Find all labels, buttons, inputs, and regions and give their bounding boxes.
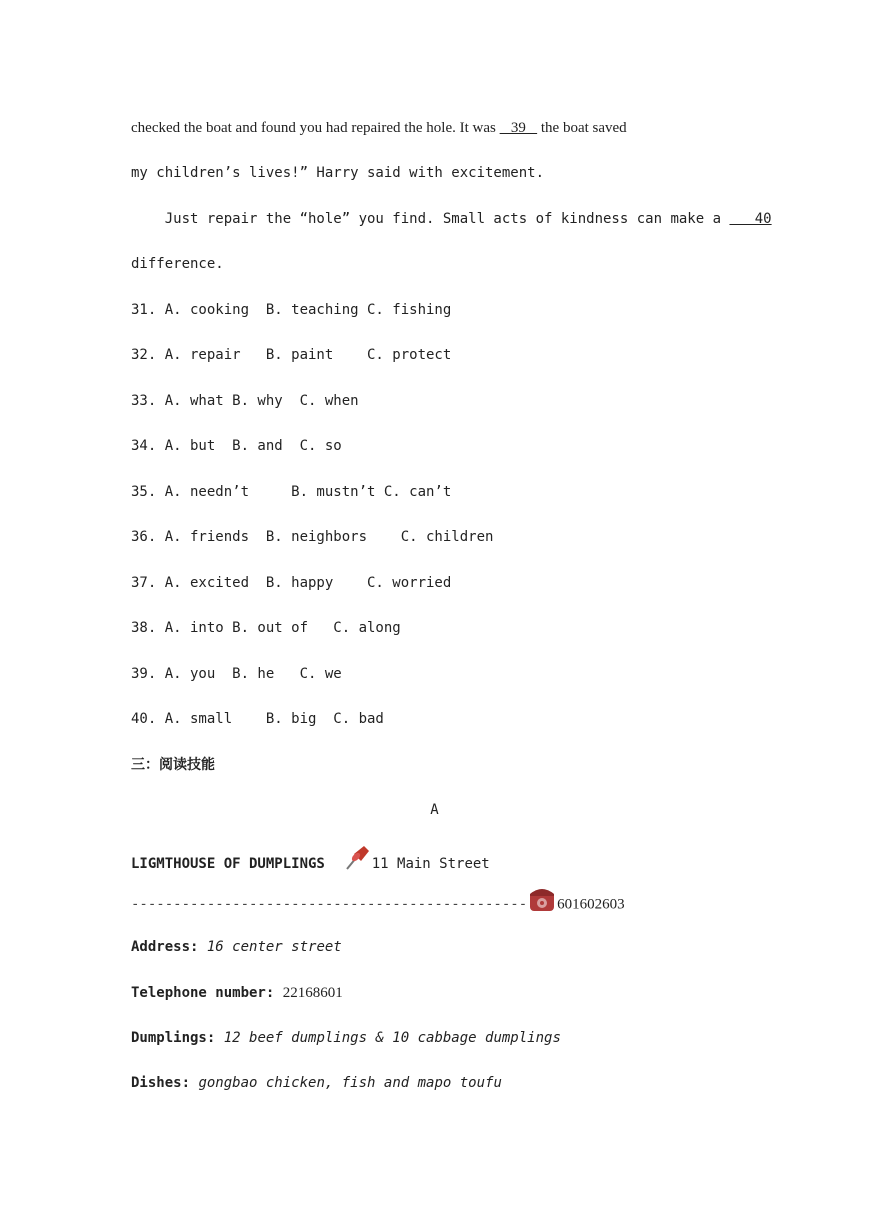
field-address xyxy=(131,938,342,956)
ad-address-text: 11 Main Street xyxy=(371,856,490,872)
question-38: 38. A. into B. out of C. along xyxy=(131,620,401,636)
field-label: Address: xyxy=(131,939,199,955)
question-37: 37. A. excited B. happy C. worried xyxy=(131,575,452,591)
question-33: 33. A. what B. why C. when xyxy=(131,393,359,409)
field-dumplings xyxy=(131,1029,561,1047)
part-label: A xyxy=(430,802,439,818)
passage-line-1 xyxy=(131,119,627,137)
passage-text: the boat saved xyxy=(537,120,627,136)
passage-line-2: my children’s lives!” Harry said with excitement. xyxy=(131,165,545,181)
question-31: 31. A. cooking B. teaching C. fishing xyxy=(131,302,452,318)
question-39: 39. A. you B. he C. we xyxy=(131,666,342,682)
question-34: 34. A. but B. and C. so xyxy=(131,438,342,454)
field-dishes xyxy=(131,1074,502,1092)
field-label: Dumplings: xyxy=(131,1030,216,1046)
field-value: 12 beef dumplings & 10 cabbage dumplings xyxy=(223,1030,561,1046)
ad-title: LIGMTHOUSE OF DUMPLINGS xyxy=(131,856,325,872)
ad-title-row xyxy=(131,842,490,886)
ad-phone-text: 601602603 xyxy=(557,896,625,913)
telephone-icon xyxy=(527,884,557,925)
field-value: 22168601 xyxy=(282,985,343,1001)
blank-39: 39 xyxy=(499,120,538,136)
blank-40: 40 xyxy=(729,211,772,227)
ad-phone-row xyxy=(131,884,625,925)
passage-text: checked the boat and found you had repaired the hole. It was xyxy=(131,120,500,136)
field-telephone xyxy=(131,984,343,1002)
question-36: 36. A. friends B. neighbors C. children xyxy=(131,529,494,545)
question-35: 35. A. needn’t B. mustn’t C. can’t xyxy=(131,484,452,500)
passage-line-4: difference. xyxy=(131,256,224,272)
passage-text: Just repair the “hole” you find. Small acts of kindness can make a xyxy=(131,211,730,227)
section-heading: 三：阅读技能 xyxy=(131,757,215,773)
field-label: Dishes: xyxy=(131,1075,191,1091)
dash-divider: ----------------------------------------------- xyxy=(131,896,528,913)
question-40: 40. A. small B. big C. bad xyxy=(131,711,384,727)
pushpin-icon xyxy=(342,842,372,886)
field-value: 16 center street xyxy=(206,939,342,955)
question-32: 32. A. repair B. paint C. protect xyxy=(131,347,452,363)
passage-line-3 xyxy=(131,210,772,228)
field-value: gongbao chicken, fish and mapo toufu xyxy=(198,1075,502,1091)
field-label: Telephone number: xyxy=(131,985,275,1001)
